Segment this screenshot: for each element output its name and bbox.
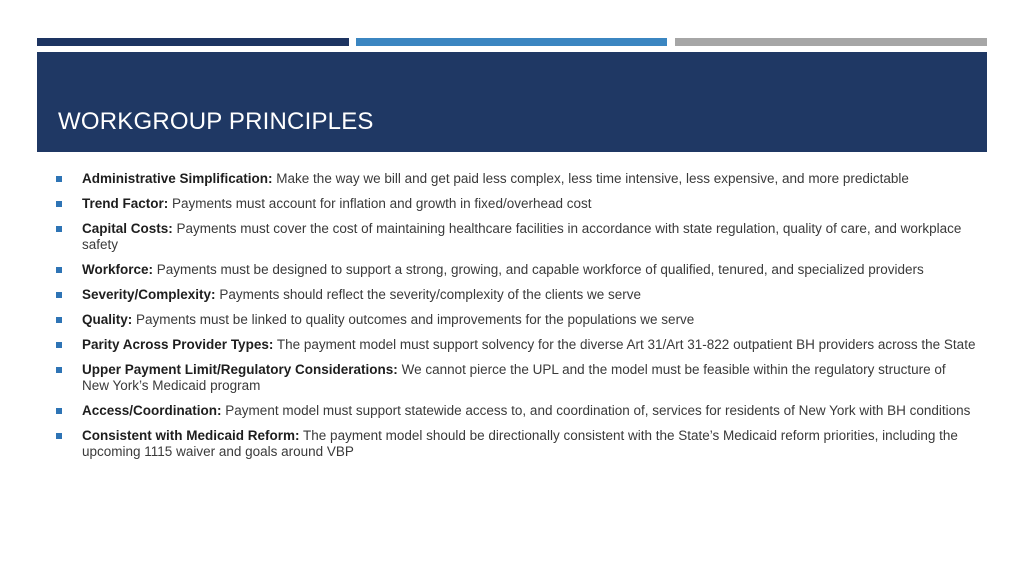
slide-title: WORKGROUP PRINCIPLES xyxy=(58,108,374,135)
square-bullet-icon xyxy=(56,226,62,232)
principle-term: Upper Payment Limit/Regulatory Considerations: xyxy=(82,362,398,377)
square-bullet-icon xyxy=(56,267,62,273)
square-bullet-icon xyxy=(56,433,62,439)
principle-term: Severity/Complexity: xyxy=(82,287,216,302)
principles-list xyxy=(56,171,976,469)
principle-text: We cannot pierce the UPL and the model must be feasible within the regulatory structure of New York’s Medicaid program xyxy=(82,362,946,393)
principle-text: Payments must cover the cost of maintaining healthcare facilities in accordance with state regulation, quality of care, and workplace safety xyxy=(82,221,962,252)
square-bullet-icon xyxy=(56,367,62,373)
principle-term: Access/Coordination: xyxy=(82,403,222,418)
list-item xyxy=(56,312,976,328)
list-item xyxy=(56,428,976,460)
list-item xyxy=(56,287,976,303)
principle-text: Payments must account for inflation and growth in fixed/overhead cost xyxy=(172,196,592,211)
accent-bar-dark xyxy=(37,38,349,46)
principle-term: Trend Factor: xyxy=(82,196,169,211)
list-item xyxy=(56,262,976,278)
list-item xyxy=(56,362,976,394)
list-item xyxy=(56,337,976,353)
principle-term: Capital Costs: xyxy=(82,221,173,236)
accent-bar-blue xyxy=(356,38,667,46)
principle-term: Quality: xyxy=(82,312,133,327)
list-item xyxy=(56,403,976,419)
principle-text: Payment model must support statewide access to, and coordination of, services for residents of New York with BH conditions xyxy=(225,403,971,418)
title-band xyxy=(37,52,987,152)
principle-term: Workforce: xyxy=(82,262,154,277)
square-bullet-icon xyxy=(56,201,62,207)
list-item xyxy=(56,171,976,187)
list-item xyxy=(56,196,976,212)
square-bullet-icon xyxy=(56,408,62,414)
square-bullet-icon xyxy=(56,342,62,348)
principle-text: The payment model should be directionally consistent with the State’s Medicaid reform priorities, including the upcoming 1115 waiver and goals around VBP xyxy=(82,428,958,459)
principle-term: Parity Across Provider Types: xyxy=(82,337,274,352)
principle-text: Make the way we bill and get paid less complex, less time intensive, less expensive, and more predictable xyxy=(276,171,909,186)
principle-text: Payments must be linked to quality outcomes and improvements for the populations we serve xyxy=(136,312,695,327)
principle-text: Payments must be designed to support a strong, growing, and capable workforce of qualified, tenured, and specialized providers xyxy=(156,262,924,277)
accent-bar-gray xyxy=(675,38,987,46)
square-bullet-icon xyxy=(56,292,62,298)
principle-term: Consistent with Medicaid Reform: xyxy=(82,428,300,443)
square-bullet-icon xyxy=(56,176,62,182)
principle-term: Administrative Simplification: xyxy=(82,171,273,186)
principle-text: The payment model must support solvency for the diverse Art 31/Art 31-822 outpatient BH providers across the State xyxy=(276,337,976,352)
square-bullet-icon xyxy=(56,317,62,323)
list-item xyxy=(56,221,976,253)
principle-text: Payments should reflect the severity/complexity of the clients we serve xyxy=(219,287,642,302)
